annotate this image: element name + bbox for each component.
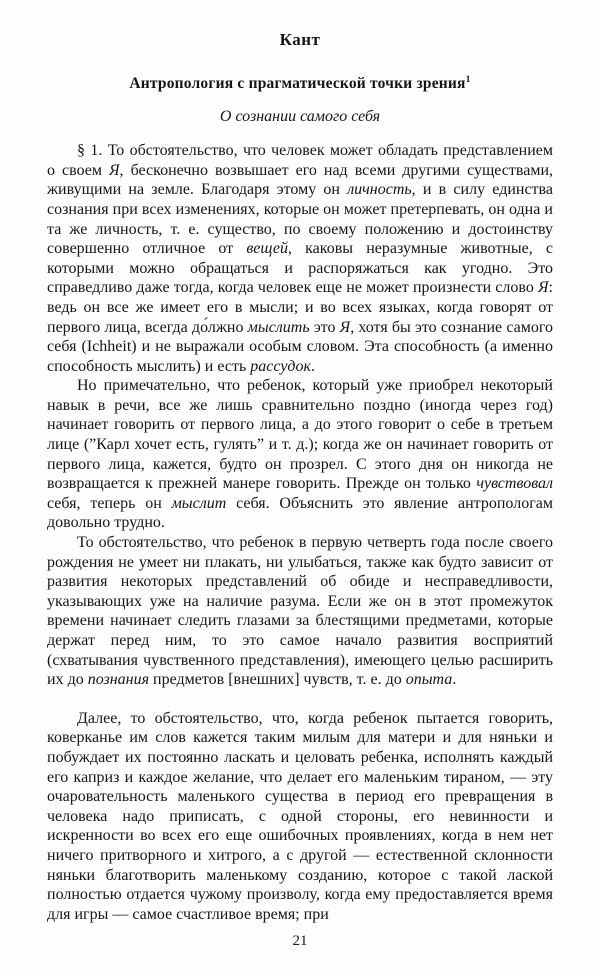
footnote-marker: 1	[465, 74, 471, 85]
work-title-text: Антропология с прагматической точки зрения	[129, 75, 466, 93]
paragraph: То обстоятельство, что ребенок в первую четверть года после своего рождения не умеет ни плакать, ни улыбаться, также как будто зависит от развития некоторых представлений об обиде и несправедливости, указывающих уже на наличие разума. Если же он в этот промежуток времени начинает следить глазами за блестящими предметами, которые держат перед ним, то это самое начало развития восприятий (схватывания чувственного представления), имеющего целью расширить их до познания предметов [внешних] чувств, т. е. до опыта.	[47, 534, 553, 689]
paragraph: Далее, то обстоятельство, что, когда ребенок пытается говорить, коверканье им слов кажется таким милым для матери и для няньки и побуждает их постоянно ласкать и целовать ребенка, исполнять каждый его каприз и каждое желание, что делает его маленьким тираном, — эту очаровательность маленького существа в период его превращения в человека надо приписать, с одной стороны, его невинности и искренности во всех его еще ошибочных проявлениях, когда в нем нет ничего притворного и хитрого, а с другой — естественной склонности няньки благотворить маленькому созданию, которое с такой лаской полностью отдается чужому произволу, когда ему предоставляется время для игры — самое счастливое время; при	[47, 709, 553, 923]
paragraph: § 1. То обстоятельство, что человек может обладать представлением о своем Я, бесконечно возвышает его над всеми другими существами, живущими на земле. Благодаря этому он личность, и в силу единства сознания при всех изменениях, которые он может претерпевать, он одна и та же личность, т. е. существо, по своему положению и достоинству совершенно отличное от вещей, каковы неразумные животные, с которыми можно обращаться и распоряжаться как угодно. Это справедливо даже тогда, когда человек еще не может произнести слово Я: ведь он все же имеет его в мысли; и во всех языках, когда говорят от первого лица, всегда до́лжно мыслить это Я, хотя бы это сознание самого себя (Ichheit) и не выражали особым словом. Эта способность (а именно способность мыслить) и есть рассудок.	[47, 142, 554, 375]
work-title	[47, 74, 553, 93]
section-heading: О сознании самого себя	[219, 108, 381, 126]
paragraph: Но примечательно, что ребенок, который уже приобрел некоторый навык в речи, все же лишь сравнительно поздно (иногда через год) начинает говорить от первого лица, а до этого говорит о себе в третьем лице (”Карл хочет есть, гулять” и т. д.); когда же он начинает говорить от первого лица, кажется, будто он прозрел. С этого дня он никогда не возвращается к прежней манере говорить. Прежде он только чувствовал себя, теперь он мыслит себя. Объяснить это явление антропологам довольно трудно.	[47, 377, 553, 532]
page-number: 21	[292, 933, 308, 949]
body-text	[47, 141, 553, 924]
author-title: Кант	[279, 30, 321, 49]
